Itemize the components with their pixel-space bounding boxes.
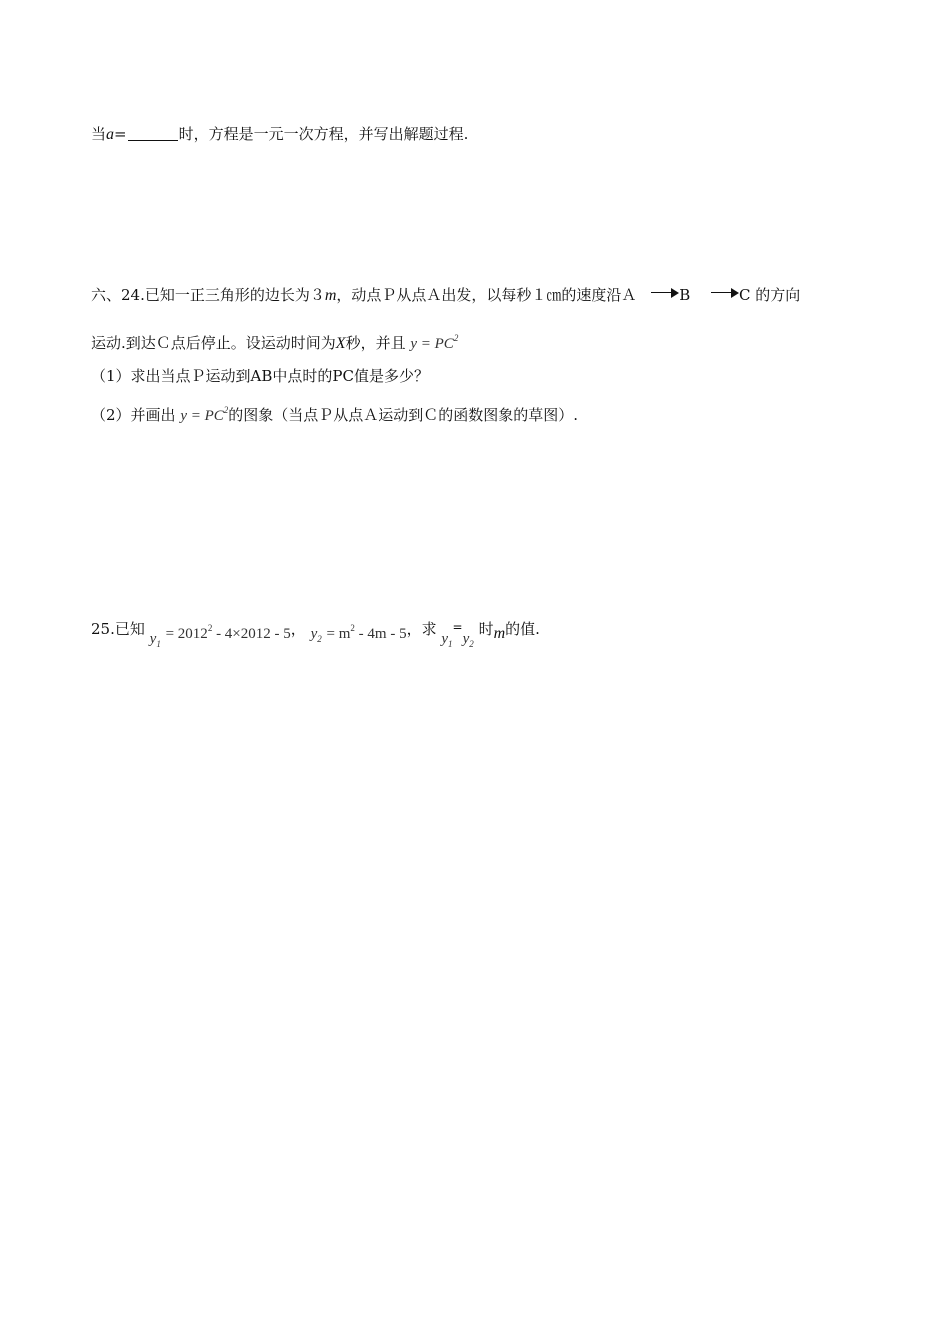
point-b: B [679,286,691,304]
prev-prefix: 当 [91,125,107,143]
answer-blank [128,126,178,141]
point-c-direction: C 的方向 [739,286,801,304]
formula-y-pc2: $y = PC^2$ [180,405,229,424]
question-24-line-1 [91,285,800,306]
question-24-line-2 [91,328,458,354]
variable-m: m [493,625,506,642]
formula-expr2: = $m^2 - 4m - 5$ [326,623,407,642]
prev-suffix: 时，方程是一元一次方程，并写出解题过程. [178,125,469,143]
q25-comma: ， [290,620,306,638]
formula-y-pc2: $y = PC^2$ [410,333,459,352]
equals-sign: = [114,125,127,143]
q24-line2-start: 运动.到达Ｃ点后停止。设运动时间为 [91,334,336,352]
arrow-right-icon [651,288,679,298]
formula-y2: $y_2$ [310,626,322,644]
formula-y2: $y_2$ [462,631,474,649]
question-prev-line [91,124,468,145]
q24-mid: ，动点Ｐ从点Ａ出发，以每秒１㎝的速度沿Ａ [336,286,637,304]
q25-ask: ，求 [406,620,437,638]
variable-m: m [324,287,337,304]
formula-expr1: = $2012^2 - 4\times 2012 - 5$ [165,623,291,642]
question-24-sub-1 [91,366,429,386]
q25-intro: 25.已知 [91,620,145,638]
q24-intro: 六、24.已知一正三角形的边长为３ [91,286,325,304]
variable-a: a [106,126,115,143]
q24-line2-mid: 秒，并且 [345,334,406,352]
equals-sign: = [452,620,463,634]
q25-when: 时 [478,620,494,638]
question-25-line [91,614,540,649]
variable-x: X [335,335,346,352]
q24-sub2-end: 的图象（当点Ｐ从点Ａ运动到Ｃ的函数图象的草图）. [228,406,579,424]
question-24-sub-2 [91,400,578,426]
q25-end: 的值. [505,620,540,638]
q24-sub1-text: （1）求出当点Ｐ运动到AB中点时的PC值是多少？ [91,367,429,385]
q24-sub2-start: （2）并画出 [91,406,176,424]
formula-y1: $y_1$ [149,631,161,649]
arrow-right-icon [711,288,739,298]
formula-y1: $y_1$ [441,631,453,649]
